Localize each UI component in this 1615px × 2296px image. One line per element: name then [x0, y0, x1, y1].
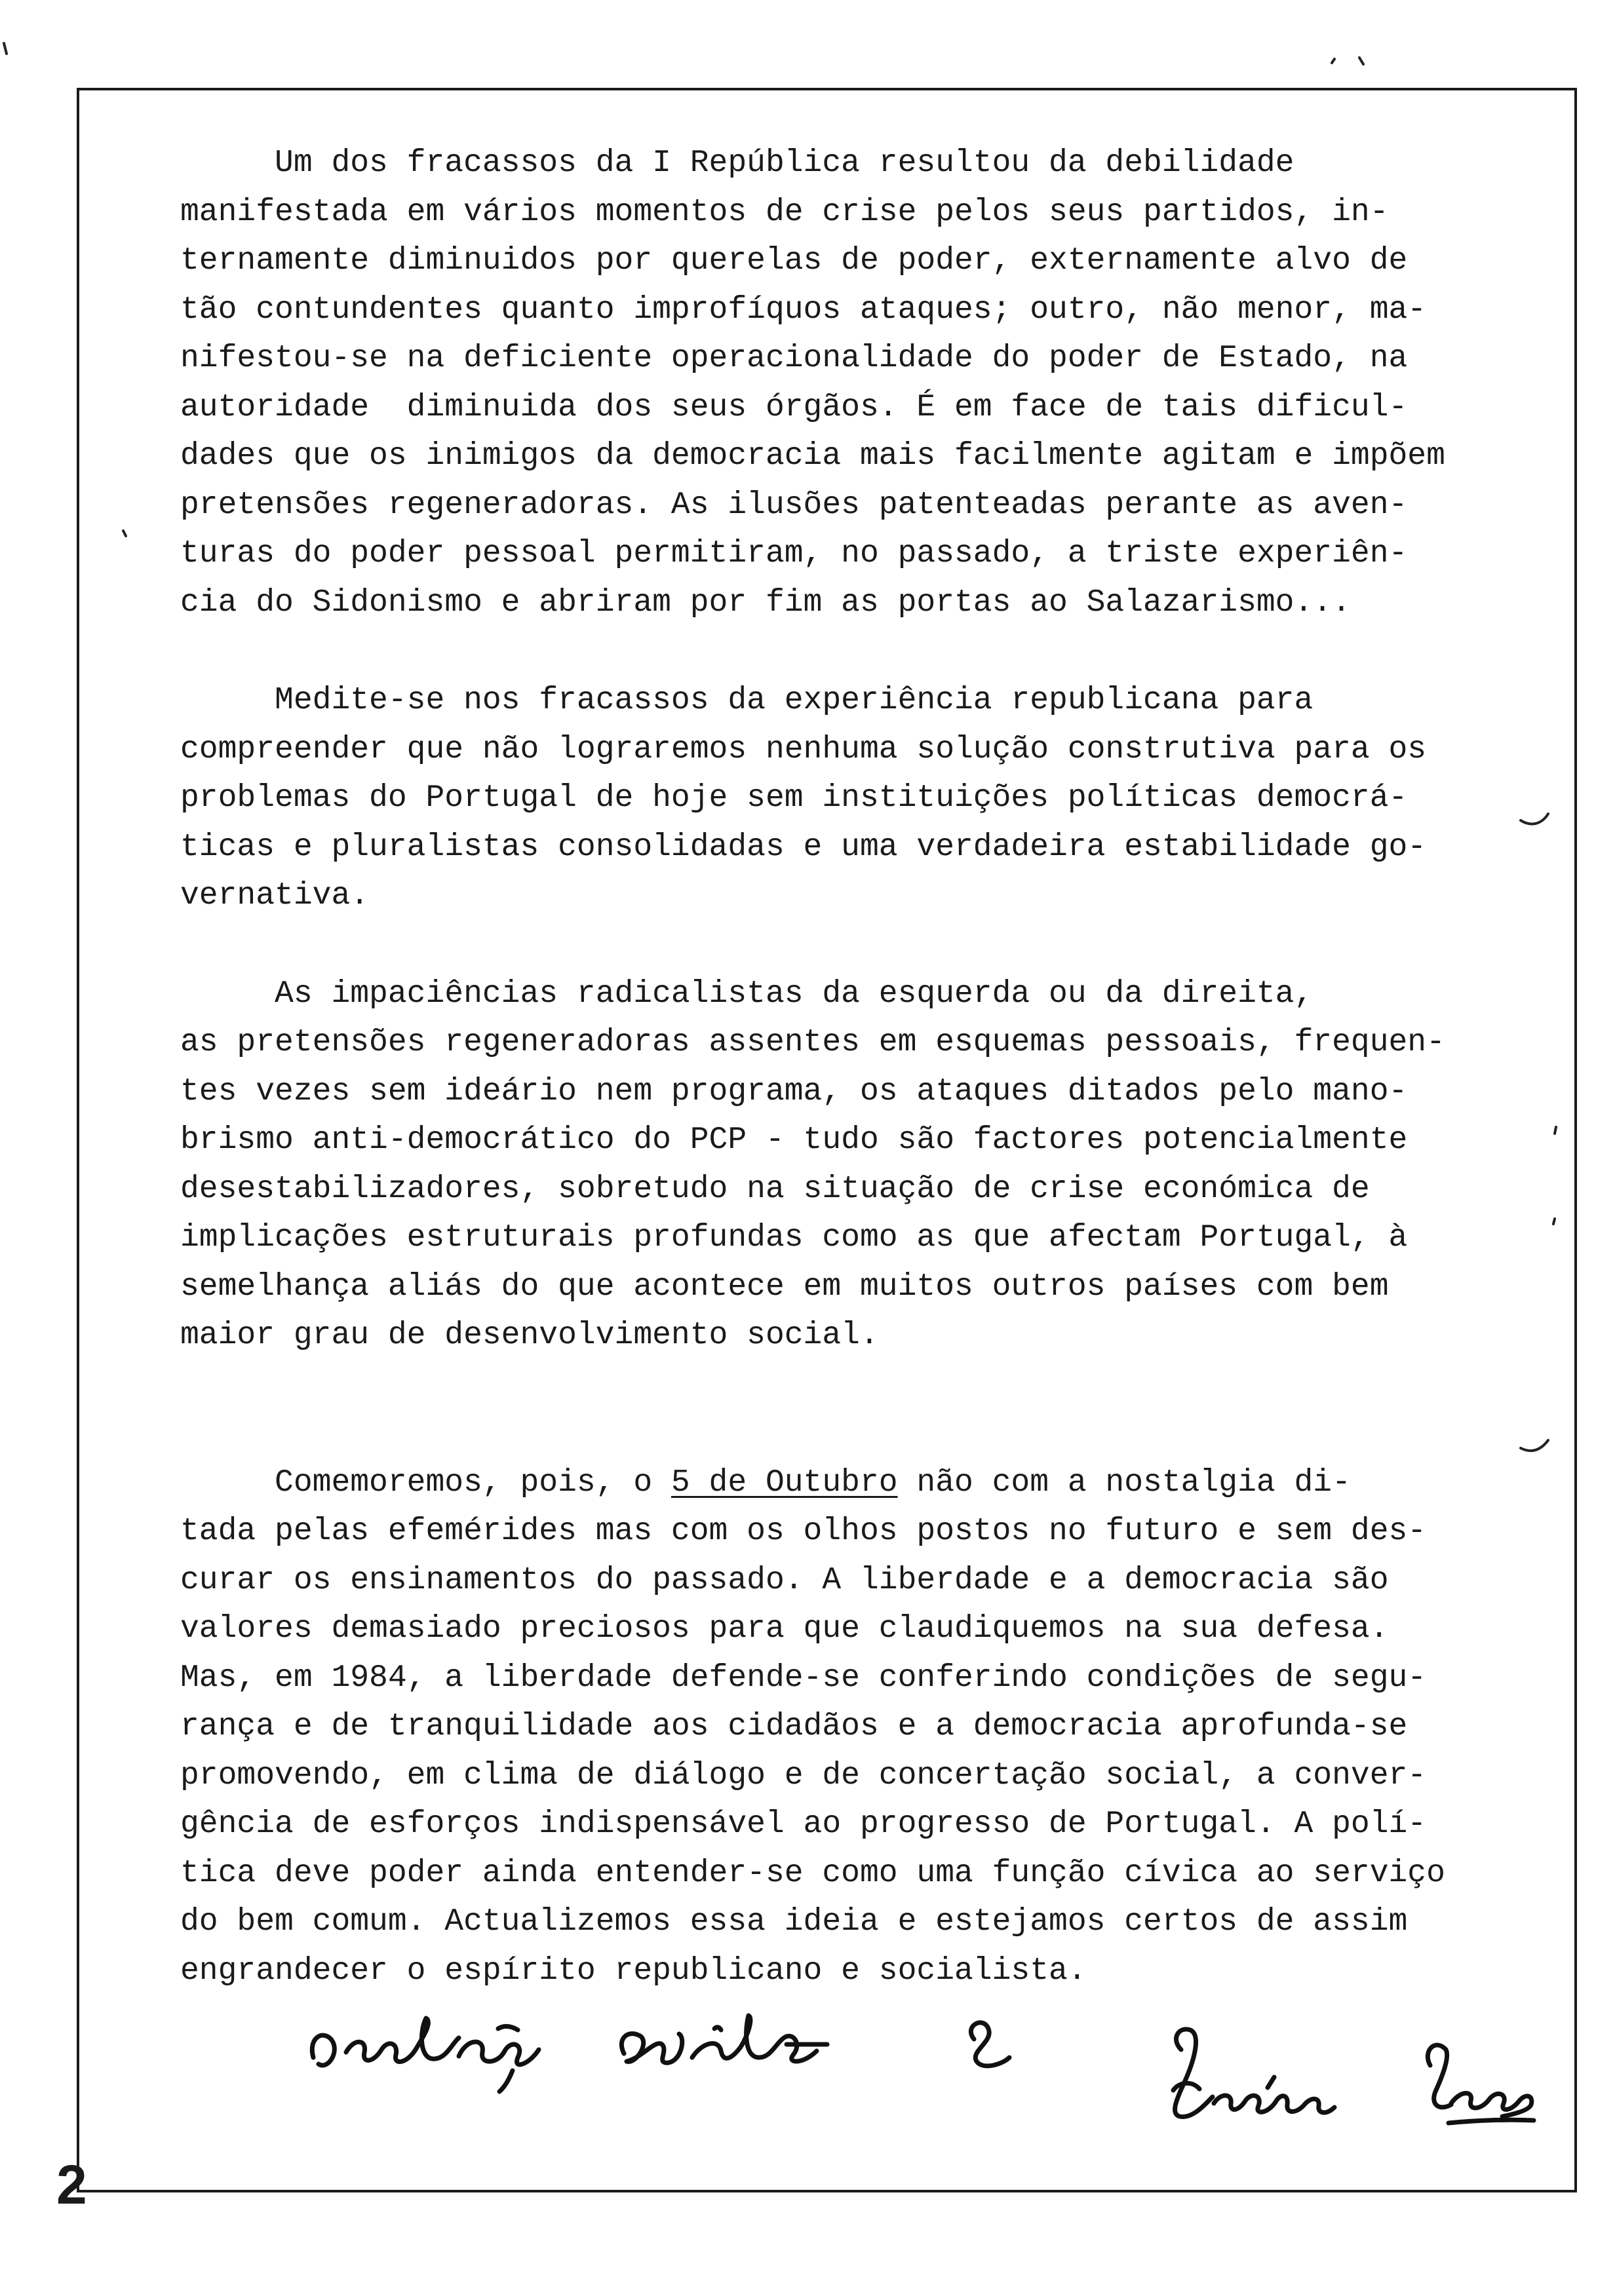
text-line: ticas e pluralistas consolidadas e uma verdadeira estabilidade go- [180, 829, 1427, 865]
text-line: tica deve poder ainda entender-se como uma função cívica ao serviço [180, 1855, 1445, 1891]
text-line: valores demasiado preciosos para que claudiquemos na sua defesa. [180, 1611, 1389, 1647]
text-line: promovendo, em clima de diálogo e de concertação social, a conver- [180, 1757, 1427, 1793]
letter-body [180, 139, 1524, 1995]
text-line: do bem comum. Actualizemos essa ideia e estejamos certos de assim [180, 1904, 1408, 1940]
text-line: autoridade diminuida dos seus órgãos. É em face de tais dificul- [180, 389, 1408, 425]
text-line: tada pelas efemérides mas com os olhos postos no futuro e sem des- [180, 1514, 1427, 1549]
text-line: nifestou-se na deficiente operacionalidade do poder de Estado, na [180, 341, 1408, 376]
text-segment: não com a nostalgia di- [897, 1464, 1351, 1501]
text-line: Medite-se nos fracassos da experiência republicana para [180, 683, 1313, 718]
text-line: vernativa. [180, 878, 370, 913]
text-line: Um dos fracassos da I República resultou da debilidade [180, 145, 1294, 181]
text-line: turas do poder pessoal permitiram, no passado, a triste experiên- [180, 536, 1408, 571]
date-underlined: 5 de Outubro [671, 1464, 898, 1501]
text-line: engrandecer o espírito republicano e socialista. [180, 1953, 1087, 1989]
text-line: implicações estruturais profundas como as que afectam Portugal, à [180, 1220, 1408, 1255]
text-line: rança e de tranquilidade aos cidadãos e a democracia aprofunda-se [180, 1709, 1408, 1744]
text-line: ternamente diminuidos por querelas de poder, externamente alvo de [180, 243, 1408, 278]
text-line: curar os ensinamentos do passado. A liberdade e a democracia são [180, 1562, 1389, 1598]
text-line: semelhança aliás do que acontece em muitos outros países com bem [180, 1269, 1389, 1305]
text-line: problemas do Portugal de hoje sem instituições políticas democrá- [180, 780, 1408, 816]
paragraph-2 [180, 676, 1524, 921]
text-line: as pretensões regeneradoras assentes em esquemas pessoais, frequen- [180, 1025, 1445, 1060]
text-line: desestabilizadores, sobretudo na situação de crise económica de [180, 1171, 1370, 1207]
text-line: cia do Sidonismo e abriram por fim as portas ao Salazarismo... [180, 584, 1351, 621]
text-line: pretensões regeneradoras. As ilusões patenteadas perante as aven- [180, 487, 1408, 523]
text-line: tes vezes sem ideário nem programa, os ataques ditados pelo mano- [180, 1073, 1408, 1109]
text-line: brismo anti-democrático do PCP - tudo são factores potencialmente [180, 1122, 1408, 1158]
text-line: gência de esforços indispensável ao progresso de Portugal. A polí- [180, 1807, 1427, 1842]
paragraph-1 [180, 139, 1524, 627]
paragraph-4 [180, 1459, 1524, 1996]
text-line [180, 1459, 1524, 1508]
text-line: Mas, em 1984, a liberdade defende-se conferindo condições de segu- [180, 1660, 1427, 1696]
text-line: manifestada em vários momentos de crise pelos seus partidos, in- [180, 194, 1389, 230]
page-number: 2 [56, 2154, 87, 2215]
text-segment: Comemoremos, pois, o [180, 1464, 671, 1501]
text-line: tão contundentes quanto improfíquos ataques; outro, não menor, ma- [180, 292, 1427, 328]
text-line: compreender que não lograremos nenhuma solução construtiva para os [180, 731, 1427, 767]
text-line: As impaciências radicalistas da esquerda ou da direita, [180, 976, 1313, 1012]
paragraph-3 [180, 970, 1524, 1360]
text-line: dades que os inimigos da democracia mais facilmente agitam e impõem [180, 438, 1445, 474]
text-line: maior grau de desenvolvimento social. [180, 1318, 879, 1353]
